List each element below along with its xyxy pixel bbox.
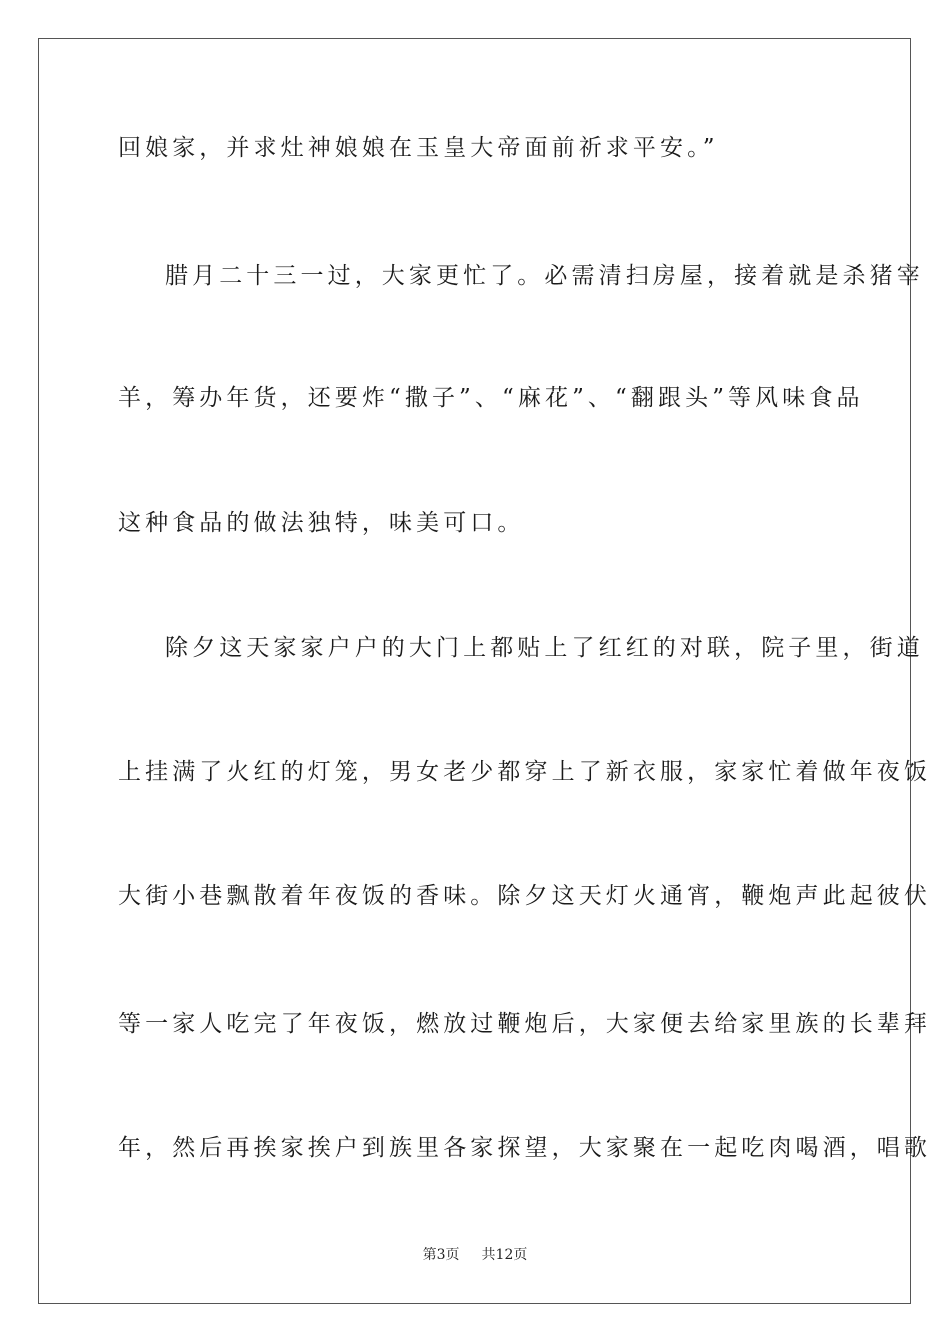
text-line-6: 上挂满了火红的灯笼，男女老少都穿上了新衣服，家家忙着做年夜饭 (118, 759, 931, 785)
text-line-7: 大街小巷飘散着年夜饭的香味。除夕这天灯火通宵，鞭炮声此起彼伏 (118, 883, 931, 909)
text-line-4: 这种食品的做法独特，味美可口。 (118, 510, 525, 536)
text-line-3: 羊，筹办年货，还要炸“撒子”、“麻花”、“翻跟头”等风味食品 (118, 385, 864, 411)
page-footer (0, 1246, 950, 1264)
text-line-8: 等一家人吃完了年夜饭，燃放过鞭炮后，大家便去给家里族的长辈拜 (118, 1011, 931, 1037)
page-number-total: 共12页 (481, 1247, 528, 1263)
text-line-1: 回娘家，并求灶神娘娘在玉皇大帝面前祈求平安。” (118, 135, 719, 161)
text-line-5: 除夕这天家家户户的大门上都贴上了红红的对联，院子里，街道 (165, 635, 924, 661)
text-line-9: 年，然后再挨家挨户到族里各家探望，大家聚在一起吃肉喝酒，唱歌 (118, 1135, 931, 1161)
page-number-current: 第3页 (422, 1247, 460, 1263)
page-border (38, 38, 931, 1304)
text-line-2: 腊月二十三一过，大家更忙了。必需清扫房屋，接着就是杀猪宰 (165, 263, 924, 289)
